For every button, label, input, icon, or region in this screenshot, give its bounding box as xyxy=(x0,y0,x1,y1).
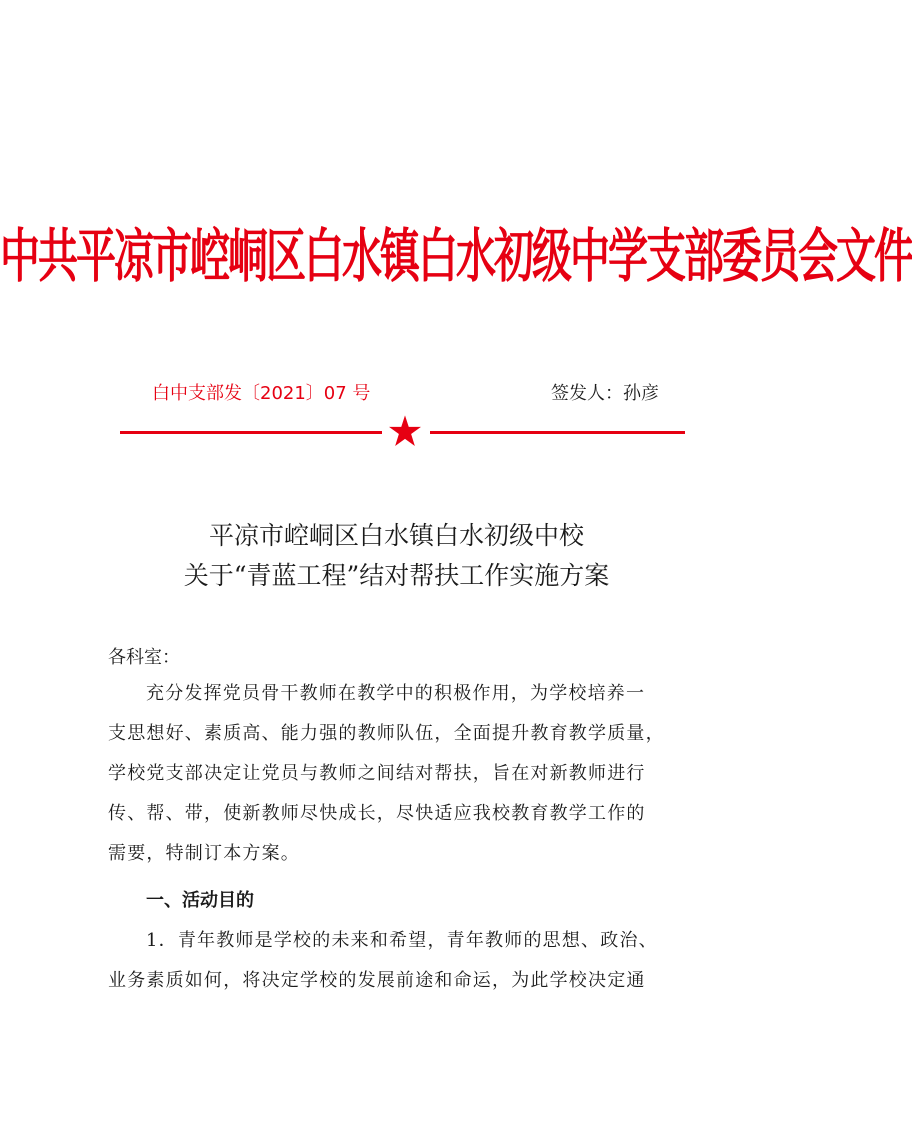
paragraph-line: 需要，特制订本方案。 xyxy=(108,843,300,864)
red-divider-left xyxy=(120,431,382,434)
salutation: 各科室： xyxy=(108,647,180,668)
section-heading: 一、活动目的 xyxy=(146,890,254,911)
paragraph-line: 业务素质如何，将决定学校的发展前途和命运，为此学校决定通 xyxy=(108,970,646,991)
paragraph-line: 支思想好、素质高、能力强的教师队伍，全面提升教育教学质量， xyxy=(108,723,665,744)
paragraph-line: 1．青年教师是学校的未来和希望，青年教师的思想、政治、 xyxy=(146,930,658,951)
document-title-line-2: 关于“青蓝工程”结对帮扶工作实施方案 xyxy=(183,561,610,590)
document-title-line-1: 平凉市崆峒区白水镇白水初级中校 xyxy=(208,521,584,550)
document-number: 白中支部发〔2021〕07 号 xyxy=(152,383,371,404)
red-divider-right xyxy=(430,431,685,434)
red-star-icon xyxy=(388,414,422,448)
paragraph-line: 充分发挥党员骨干教师在教学中的积极作用，为学校培养一 xyxy=(146,683,646,704)
masthead-title: 中共平凉市崆峒区白水镇白水初级中学支部委员会文件 xyxy=(0,223,912,291)
paragraph-line: 传、帮、带，使新教师尽快成长，尽快适应我校教育教学工作的 xyxy=(108,803,646,824)
signer: 签发人：孙彦 xyxy=(551,383,659,404)
paragraph-line: 学校党支部决定让党员与教师之间结对帮扶，旨在对新教师进行 xyxy=(108,763,646,784)
